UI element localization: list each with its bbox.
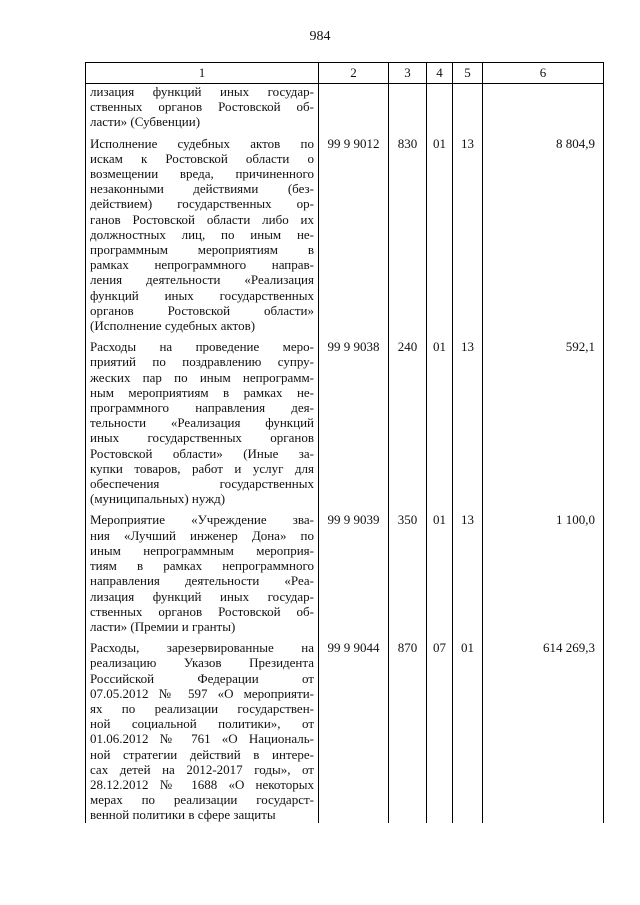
description-line: тиям в рамках непрограммного — [90, 558, 314, 574]
header-col-1: 1 — [86, 63, 319, 84]
description-line: программным мероприятиям в — [90, 242, 314, 258]
description-line: ной стратегии действий в интере- — [90, 746, 314, 762]
description-line: венной политики в сфере защиты — [90, 807, 276, 823]
description-line: обеспечения государственных — [90, 476, 314, 492]
table-row — [86, 634, 604, 822]
row-amount: 592,1 — [483, 333, 604, 506]
description-line: купки товаров, работ и услуг для — [90, 460, 314, 476]
description-line: иных государственных органов — [90, 430, 314, 446]
description-line: Российской Федерации от — [90, 670, 314, 686]
row-target-code: 99 9 9038 — [319, 333, 389, 506]
row-section: 01 — [427, 130, 453, 334]
row-subsection — [453, 84, 483, 130]
row-expense-type — [389, 84, 427, 130]
row-description — [86, 506, 319, 634]
description-line: лизация функций иных государ- — [90, 84, 314, 99]
table-row — [86, 506, 604, 634]
description-line: ственных органов Ростовской об- — [90, 603, 314, 619]
description-line: ласти» (Субвенции) — [90, 114, 201, 130]
table-header-row — [86, 63, 604, 84]
description-line: действием) государственных ор- — [90, 196, 314, 212]
row-target-code: 99 9 9012 — [319, 130, 389, 334]
description-line: лизация функций иных государ- — [90, 588, 314, 604]
description-line: сах детей на 2012-2017 годы», от — [90, 761, 314, 777]
row-expense-type: 240 — [389, 333, 427, 506]
description-line: жеских пар по иным непрограмм- — [90, 369, 314, 385]
row-amount: 614 269,3 — [483, 634, 604, 822]
description-line: ной социальной политики», от — [90, 716, 314, 732]
description-line: иным непрограммным мероприя- — [90, 542, 314, 558]
page-number: 984 — [309, 29, 331, 44]
header-col-4: 4 — [427, 63, 453, 84]
row-target-code: 99 9 9039 — [319, 506, 389, 634]
row-description — [86, 84, 319, 130]
description-line: тельности «Реализация функций — [90, 415, 314, 431]
description-line: ным мероприятиям в рамках не- — [90, 384, 314, 400]
description-line: направления деятельности «Реа- — [90, 573, 314, 589]
description-line: программного направления дея- — [90, 400, 314, 416]
description-line: Расходы, зарезервированные на — [90, 640, 314, 656]
row-description — [86, 130, 319, 334]
description-line: приятий по поздравлению супру- — [90, 354, 314, 370]
row-expense-type: 830 — [389, 130, 427, 334]
header-col-3: 3 — [389, 63, 427, 84]
description-line: органов Ростовской области» — [90, 302, 314, 318]
description-line: ганов Ростовской области либо их — [90, 211, 314, 227]
row-description — [86, 333, 319, 506]
table-row — [86, 84, 604, 130]
description-line: мерах по реализации государст- — [90, 792, 314, 808]
description-line: должностных лиц, по иным не- — [90, 226, 314, 242]
description-line: возмещении вреда, причиненного — [90, 166, 314, 182]
row-target-code: 99 9 9044 — [319, 634, 389, 822]
description-line: Исполнение судебных актов по — [90, 135, 314, 151]
description-line: 28.12.2012 № 1688 «О некоторых — [90, 776, 314, 792]
description-line: незаконными действиями (без- — [90, 181, 314, 197]
description-line: 01.06.2012 № 761 «О Националь- — [90, 731, 314, 747]
description-line: ния «Лучший инженер Дона» по — [90, 527, 314, 543]
budget-table — [85, 62, 604, 823]
header-col-5: 5 — [453, 63, 483, 84]
description-line: искам к Ростовской области о — [90, 150, 314, 166]
description-line: Ростовской области» (Иные за- — [90, 445, 314, 461]
table-body — [86, 84, 604, 823]
header-col-2: 2 — [319, 63, 389, 84]
table-row — [86, 333, 604, 506]
description-line: Мероприятие «Учреждение зва- — [90, 512, 314, 528]
row-subsection: 13 — [453, 130, 483, 334]
table-row — [86, 130, 604, 334]
row-amount: 1 100,0 — [483, 506, 604, 634]
row-section — [427, 84, 453, 130]
description-line: ственных органов Ростовской об- — [90, 99, 314, 115]
row-subsection: 13 — [453, 333, 483, 506]
description-line: рамках непрограммного направ- — [90, 257, 314, 273]
row-subsection: 01 — [453, 634, 483, 822]
description-line: Расходы на проведение меро- — [90, 339, 314, 355]
header-col-6: 6 — [483, 63, 604, 84]
row-description — [86, 634, 319, 822]
row-section: 01 — [427, 333, 453, 506]
description-line: реализацию Указов Президента — [90, 655, 314, 671]
description-line: 07.05.2012 № 597 «О мероприяти- — [90, 685, 314, 701]
description-line: функций иных государственных — [90, 287, 314, 303]
row-subsection: 13 — [453, 506, 483, 634]
row-expense-type: 350 — [389, 506, 427, 634]
row-amount — [483, 84, 604, 130]
description-line: ласти» (Премии и гранты) — [90, 618, 236, 634]
row-target-code — [319, 84, 389, 130]
description-line: ления деятельности «Реализация — [90, 272, 314, 288]
row-section: 07 — [427, 634, 453, 822]
row-amount: 8 804,9 — [483, 130, 604, 334]
description-line: (муниципальных) нужд) — [90, 491, 226, 507]
description-line: ях по реализации государствен- — [90, 700, 314, 716]
row-section: 01 — [427, 506, 453, 634]
description-line: (Исполнение судебных актов) — [90, 318, 256, 334]
row-expense-type: 870 — [389, 634, 427, 822]
